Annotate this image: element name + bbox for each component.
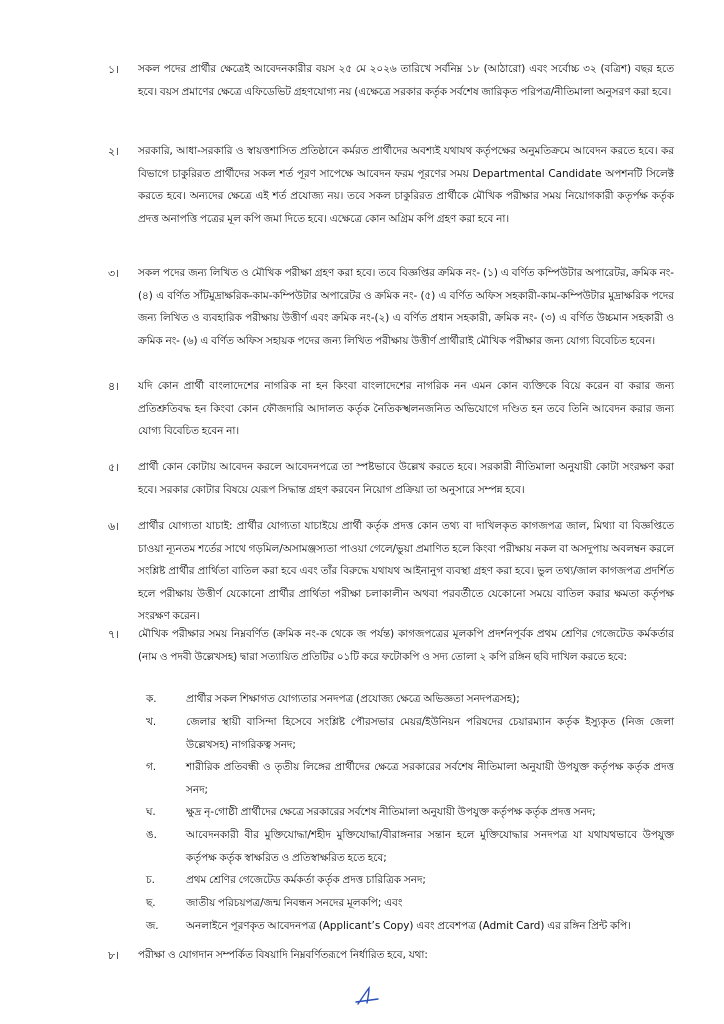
clause-text: সরকারি, আধা-সরকারি ও স্বায়ত্তশাসিত প্রতিষ্ঠানে কর্মরত প্রার্থীদের অবশ্যই যথাযথ কর্তৃপক্ষের অনুমতিক্রমে আবেদন করতে হবে। কর বিভাগে চাকুরিরত প্রার্থীদের সকল শর্ত পূরণ সাপেক্ষে আবেদন ফরম পূরণের সময় Departmental Candidate অপশনটি সিলেক্ট করতে হবে। অন্যদের ক্ষেত্রে এই শর্ত প্রযোজ্য নয়। তবে সকল চাকুরিরত প্রার্থীকে মৌখিক পরীক্ষার সময় নিয়োগকারী কতৃর্পক্ষ কর্তৃক প্রদত্ত অনাপত্তি পত্রের মূল কপি জমা দিতে হবে। এক্ষেত্রে কোন অগ্রিম কপি গ্রহণ করা হবে না। (138, 145, 674, 225)
clause-number: ৪। (108, 380, 120, 393)
signature-mark (354, 984, 380, 1008)
clause-number: ১। (108, 63, 120, 76)
clause-text: প্রার্থী কোন কোটায় আবেদন করলে আবেদনপত্রে তা স্পষ্টভাবে উল্লেখ করতে হবে। সরকারী নীতিমালা অনুযায়ী কোটা সংরক্ষণ করা হবে। সরকার কোটার বিষয়ে যেরূপ সিদ্ধান্ত গ্রহণ করবেন নিয়োগ প্রক্রিয়া তা অনুসারে সম্পন্ন হবে। (138, 461, 674, 496)
clause-text: পরীক্ষা ও যোগদান সম্পর্কিত বিষয়াদি নিম্নবর্ণিতরূপে নির্ধারিত হবে, যথা: (138, 949, 428, 961)
subclause-number: ঘ. (146, 806, 156, 818)
subclause-number: খ. (146, 716, 157, 728)
subclause-number: গ. (146, 761, 157, 773)
clause-text: সকল পদের প্রার্থীর ক্ষেত্রেই আবেদনকারীর বয়স ২৫ মে ২০২৬ তারিখে সর্বনিম্ন ১৮ (আঠারো) এবং সর্বোচ্চ ৩২ (বত্রিশ) বছর হতে হবে। বয়স প্রমাণের ক্ষেত্রে এফিডেভিট গ্রহণযোগ্য নয় (এক্ষেত্রে সরকার কর্তৃক সর্বশেষ জারিকৃত পরিপত্র/নীতিমালা অনুসরণ করা হবে। (138, 63, 674, 98)
clause-number: ৮। (108, 949, 120, 962)
subclause-text: আবেদনকারী বীর মুক্তিযোদ্ধা/শহীদ মুক্তিযোদ্ধা/বীরাঙ্গনার সন্তান হলে মুক্তিযোদ্ধার সনদপত্র যা যথাযথভাবে উপযুক্ত কর্তৃপক্ষ কর্তৃক স্বাক্ষরিত ও প্রতিস্বাক্ষরিত হতে হবে; (186, 829, 674, 864)
subclause-text: জাতীয় পরিচয়পত্র/জন্ম নিবন্ধন সনদের মূলকপি; এবং (186, 897, 403, 909)
subclause-number: ক. (146, 693, 157, 705)
clause-text: প্রার্থীর যোগ্যতা যাচাই: প্রার্থীর যোগ্যতা যাচাইয়ে প্রার্থী কর্তৃক প্রদত্ত কোন তথ্য বা দাখিলকৃত কাগজপত্র জাল, মিথ্যা বা বিজ্ঞপ্তিতে চাওয়া ন্যূনতম শর্তের সাথে গড়মিল/অসামঞ্জস্যতা পাওয়া গেলে/ভুয়া প্রমাণিত হলে কিংবা পরীক্ষায় নকল বা অসদুপায় অবলম্বন করলে সংশ্লিষ্ট প্রার্থীর প্রার্থিতা বাতিল করা হবে এবং তাঁর বিরুদ্ধে যথাযথ আইনানুগ ব্যবস্থা গ্রহণ করা হবে। ভুল তথ্য/জাল কাগজপত্র প্রদর্শিত হলে পরীক্ষায় উত্তীর্ণ যেকোনো প্রার্থীর প্রার্থিতা পরীক্ষা চলাকালীন অথবা পরবর্তীতে যেকোনো সময়ে বাতিল করার ক্ষমতা কর্তৃপক্ষ সংরক্ষণ করেন। (138, 520, 674, 623)
subclause-number: চ. (146, 874, 155, 886)
clause-number: ৬। (108, 520, 120, 533)
subclause-text: শারীরিক প্রতিবন্ধী ও তৃতীয় লিঙ্গের প্রার্থীদের ক্ষেত্রে সরকারের সর্বশেষ নীতিমালা অনুযায়ী উপযুক্ত কর্তৃপক্ষ কর্তৃক প্রদত্ত সনদ; (186, 761, 674, 796)
subclause-text: প্রার্থীর সকল শিক্ষাগত যোগ্যতার সনদপত্র (প্রযোজ্য ক্ষেত্রে অভিজ্ঞতা সনদপত্রসহ); (186, 693, 520, 705)
subclause-text: ক্ষুদ্র নৃ-গোষ্ঠী প্রার্থীদের ক্ষেত্রে সরকারের সর্বশেষ নীতিমালা অনুযায়ী উপযুক্ত কর্তৃপক্ষ কর্তৃক প্রদত্ত সনদ; (186, 806, 596, 818)
clause-number: ৭। (108, 628, 120, 641)
subclause-text: প্রথম শ্রেণির গেজেটেড কর্মকর্তা কর্তৃক প্রদত্ত চারিত্রিক সনদ; (186, 874, 426, 886)
clause-text: সকল পদের জন্য লিখিত ও মৌখিক পরীক্ষা গ্রহণ করা হবে। তবে বিজ্ঞপ্তির ক্রমিক নং- (১) এ বর্ণিত কম্পিউটার অপারেটর, ক্রমিক নং- (৪) এ বর্ণিত সাঁটমুদ্রাক্ষরিক-কাম-কম্পিউটার অপারেটর ও ক্রমিক নং- (৫) এ বর্ণিত অফিস সহকারী-কাম-কম্পিউটার মুদ্রাক্ষরিক পদের জন্য লিখিত ও ব্যবহারিক পরীক্ষায় উত্তীর্ণ এবং ক্রমিক নং-(২) এ বর্ণিত প্রধান সহকারী, ক্রমিক নং- (৩) এ বর্ণিত উচ্চমান সহকারী ও ক্রমিক নং- (৬) এ বর্ণিত অফিস সহায়ক পদের জন্য লিখিত পরীক্ষায় উত্তীর্ণ প্রার্থীরাই মৌখিক পরীক্ষার জন্য যোগ্য বিবেচিত হবেন। (138, 267, 674, 347)
clause-number: ২। (108, 145, 120, 158)
clause-text: মৌখিক পরীক্ষার সময় নিম্নবর্ণিত (ক্রমিক নং-ক থেকে জ পর্যন্ত) কাগজপত্রের মূলকপি প্রদর্শনপূর্বক প্রথম শ্রেণির গেজেটেড কর্মকর্তার (নাম ও পদবী উল্লেখসহ) দ্বারা সত্যায়িত প্রতিটির ০১টি করে ফটোকপি ও সদ্য তোলা ২ কপি রঙ্গিন ছবি দাখিল করতে হবে: (138, 628, 674, 663)
clause-text: যদি কোন প্রার্থী বাংলাদেশের নাগরিক না হন কিংবা বাংলাদেশের নাগরিক নন এমন কোন ব্যক্তিকে বিয়ে করেন বা করার জন্য প্রতিশ্রুতিবদ্ধ হন কিংবা কোন ফৌজদারি আদালত কর্তৃক নৈতিকস্খলনজনিত অভিযোগে দণ্ডিত হন তবে তিনি আবেদন করার জন্য যোগ্য বিবেচিত হবেন না। (138, 380, 674, 438)
subclause-number: ছ. (146, 897, 156, 909)
subclause-number: ঙ. (146, 829, 157, 841)
subclause-text: অনলাইনে পূরণকৃত আবেদনপত্র (Applicant’s Copy) এবং প্রবেশপত্র (Admit Card) এর রঙ্গিন প্রিন্ট কপি। (186, 920, 631, 932)
subclause-number: জ. (146, 920, 159, 932)
subclause-text: জেলার স্থায়ী বাসিন্দা হিসেবে সংশ্লিষ্ট পৌরসভার মেয়র/ইউনিয়ন পরিষদের চেয়ারম্যান কর্তৃক ইস্যুকৃত (নিজ জেলা উল্লেখসহ) নাগরিকত্ব সনদ; (186, 716, 674, 751)
clause-number: ৫। (108, 461, 120, 474)
clause-number: ৩। (108, 267, 120, 280)
